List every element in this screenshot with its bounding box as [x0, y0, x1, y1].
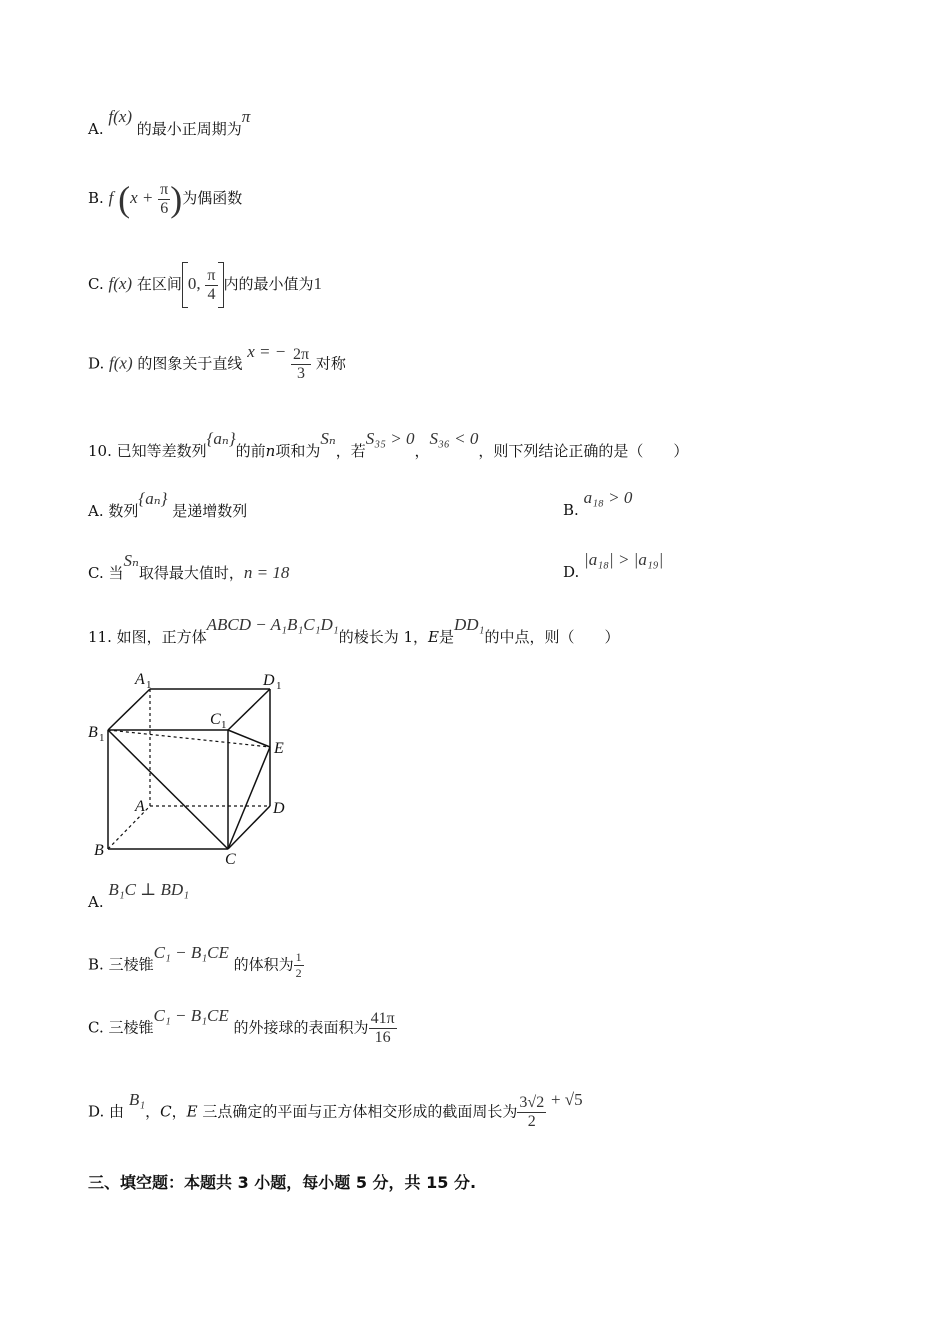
option-text: 三点确定的平面与正方体相交形成的截面周长为 [202, 1102, 518, 1121]
label-D1: D [263, 672, 275, 689]
label-E: E [274, 740, 284, 757]
math-expr: ABCD − A₁B₁C₁D₁ [206, 615, 339, 634]
fraction: $\frac{41\pi}{16}$ [370, 1010, 395, 1046]
math-expr: + √5 [550, 1089, 583, 1109]
math-expr: C [160, 1102, 172, 1121]
option-text: 三棱锥 [108, 955, 154, 974]
option-label: A. [88, 120, 104, 138]
math-expr: 0, [187, 274, 201, 293]
math-expr: n = 18 [243, 563, 290, 582]
math-expr: {aₙ} [138, 489, 168, 508]
fraction: $\frac{2\pi}{3}$ [293, 346, 310, 382]
option-text: 当 [108, 564, 124, 582]
math-expr: a₁₈ > 0 [583, 488, 633, 507]
option-text: 的图象关于直线 [137, 354, 243, 373]
question-text: ，则下列结论正确的是（ ） [478, 442, 689, 460]
option-11d [88, 1089, 583, 1131]
math-expr: DD₁ [453, 615, 485, 634]
math-expr: S₃₅ > 0 [365, 429, 415, 448]
option-text: 对称 [315, 354, 346, 373]
option-text: 的外接球的表面积为 [233, 1018, 369, 1037]
option-11b [88, 942, 304, 981]
option-9b: B. f (x + $\frac{\pi}{6}$ )为偶函数 [88, 179, 243, 219]
question-text: 的棱长为 1， [338, 628, 429, 646]
question-text: ， [414, 442, 430, 460]
question-10-stem [88, 429, 689, 461]
fraction: $\frac{\pi}{4}$ [207, 266, 216, 303]
math-expr: B₁C ⊥ BD₁ [108, 880, 190, 899]
option-10a [88, 488, 633, 521]
option-label: C. [88, 275, 104, 293]
math-expr: f [108, 188, 114, 207]
math-expr: Sₙ [320, 429, 336, 448]
option-text: 数列 [108, 502, 139, 520]
math-expr: π [241, 107, 251, 126]
label-B: B [94, 842, 104, 859]
math-expr: n [265, 442, 276, 460]
label-D: D [273, 800, 285, 817]
option-9a [88, 107, 251, 139]
fraction: $\frac{3√2}{2}$ [519, 1094, 545, 1130]
question-text: ，若 [335, 442, 366, 460]
label-C1: C [210, 711, 221, 728]
option-9c [88, 262, 322, 308]
option-label: C. [88, 1018, 104, 1037]
option-9d [88, 341, 346, 383]
cube-figure [80, 666, 300, 866]
label-sub: 1 [146, 679, 152, 691]
option-label: D. [88, 354, 105, 373]
question-text: 的前 [235, 442, 266, 460]
option-text: 的最小正周期为 [136, 120, 242, 138]
option-text: ， [171, 1102, 187, 1121]
question-text: 11. 如图，正方体 [88, 628, 207, 646]
question-text: 是 [438, 628, 454, 646]
option-11a [88, 880, 190, 912]
option-text: 为偶函数 [182, 189, 243, 207]
option-10d [563, 550, 664, 582]
label-sub: 1 [221, 719, 227, 731]
label-sub: 1 [276, 680, 282, 692]
option-text: 取得最大值时， [138, 564, 244, 582]
option-11c [88, 1005, 397, 1047]
math-expr: C₁ − B₁CE [153, 942, 229, 962]
math-expr: Sₙ [123, 551, 139, 570]
math-expr: E [186, 1102, 198, 1121]
option-10b [563, 488, 633, 520]
option-label: A. [88, 502, 104, 520]
option-text: 在区间 [136, 275, 182, 293]
option-label: C. [88, 564, 104, 582]
math-expr: S₃₆ < 0 [429, 429, 479, 448]
question-text: 项和为 [275, 442, 321, 460]
option-label: D. [563, 563, 580, 581]
question-text: 10. 已知等差数列 [88, 442, 207, 460]
label-B1: B [88, 724, 98, 741]
label-A: A [135, 798, 145, 815]
math-expr: x = − [247, 341, 287, 361]
label-sub: 1 [99, 732, 105, 744]
option-label: B. [88, 189, 104, 207]
math-expr: x + [130, 188, 154, 207]
option-text: 三棱锥 [108, 1018, 154, 1037]
math-expr: |a₁₈| > |a₁₉| [584, 550, 664, 569]
label-C: C [225, 851, 236, 866]
fraction: $\frac{\pi}{6}$ [160, 180, 169, 217]
math-expr: f(x) [108, 274, 133, 293]
option-label: D. [88, 1102, 105, 1121]
option-label: A. [88, 893, 104, 911]
option-text: ， [145, 1102, 161, 1121]
question-11-stem [88, 615, 620, 647]
option-label: B. [563, 501, 579, 519]
option-text: 的体积为 [233, 955, 294, 974]
math-expr: 1 [313, 274, 323, 293]
option-label: B. [88, 955, 104, 974]
math-expr: C₁ − B₁CE [153, 1005, 229, 1025]
fraction: $\frac{1}{2}$ [295, 950, 302, 980]
option-text: 是递增数列 [172, 502, 248, 520]
math-expr: E [428, 628, 439, 646]
section-heading: 三、填空题：本题共 3 小题，每小题 5 分，共 15 分. [88, 1173, 477, 1192]
math-expr: {aₙ} [206, 429, 236, 448]
math-expr: f(x) [109, 353, 133, 373]
question-text: 的中点，则（ ） [484, 628, 620, 646]
label-A1: A [135, 671, 145, 688]
option-text: 内的最小值为 [223, 275, 314, 293]
option-10c [88, 550, 664, 583]
option-text: 由 [109, 1102, 125, 1121]
math-expr: B₁ [128, 1089, 146, 1109]
math-expr: f(x) [108, 107, 132, 126]
